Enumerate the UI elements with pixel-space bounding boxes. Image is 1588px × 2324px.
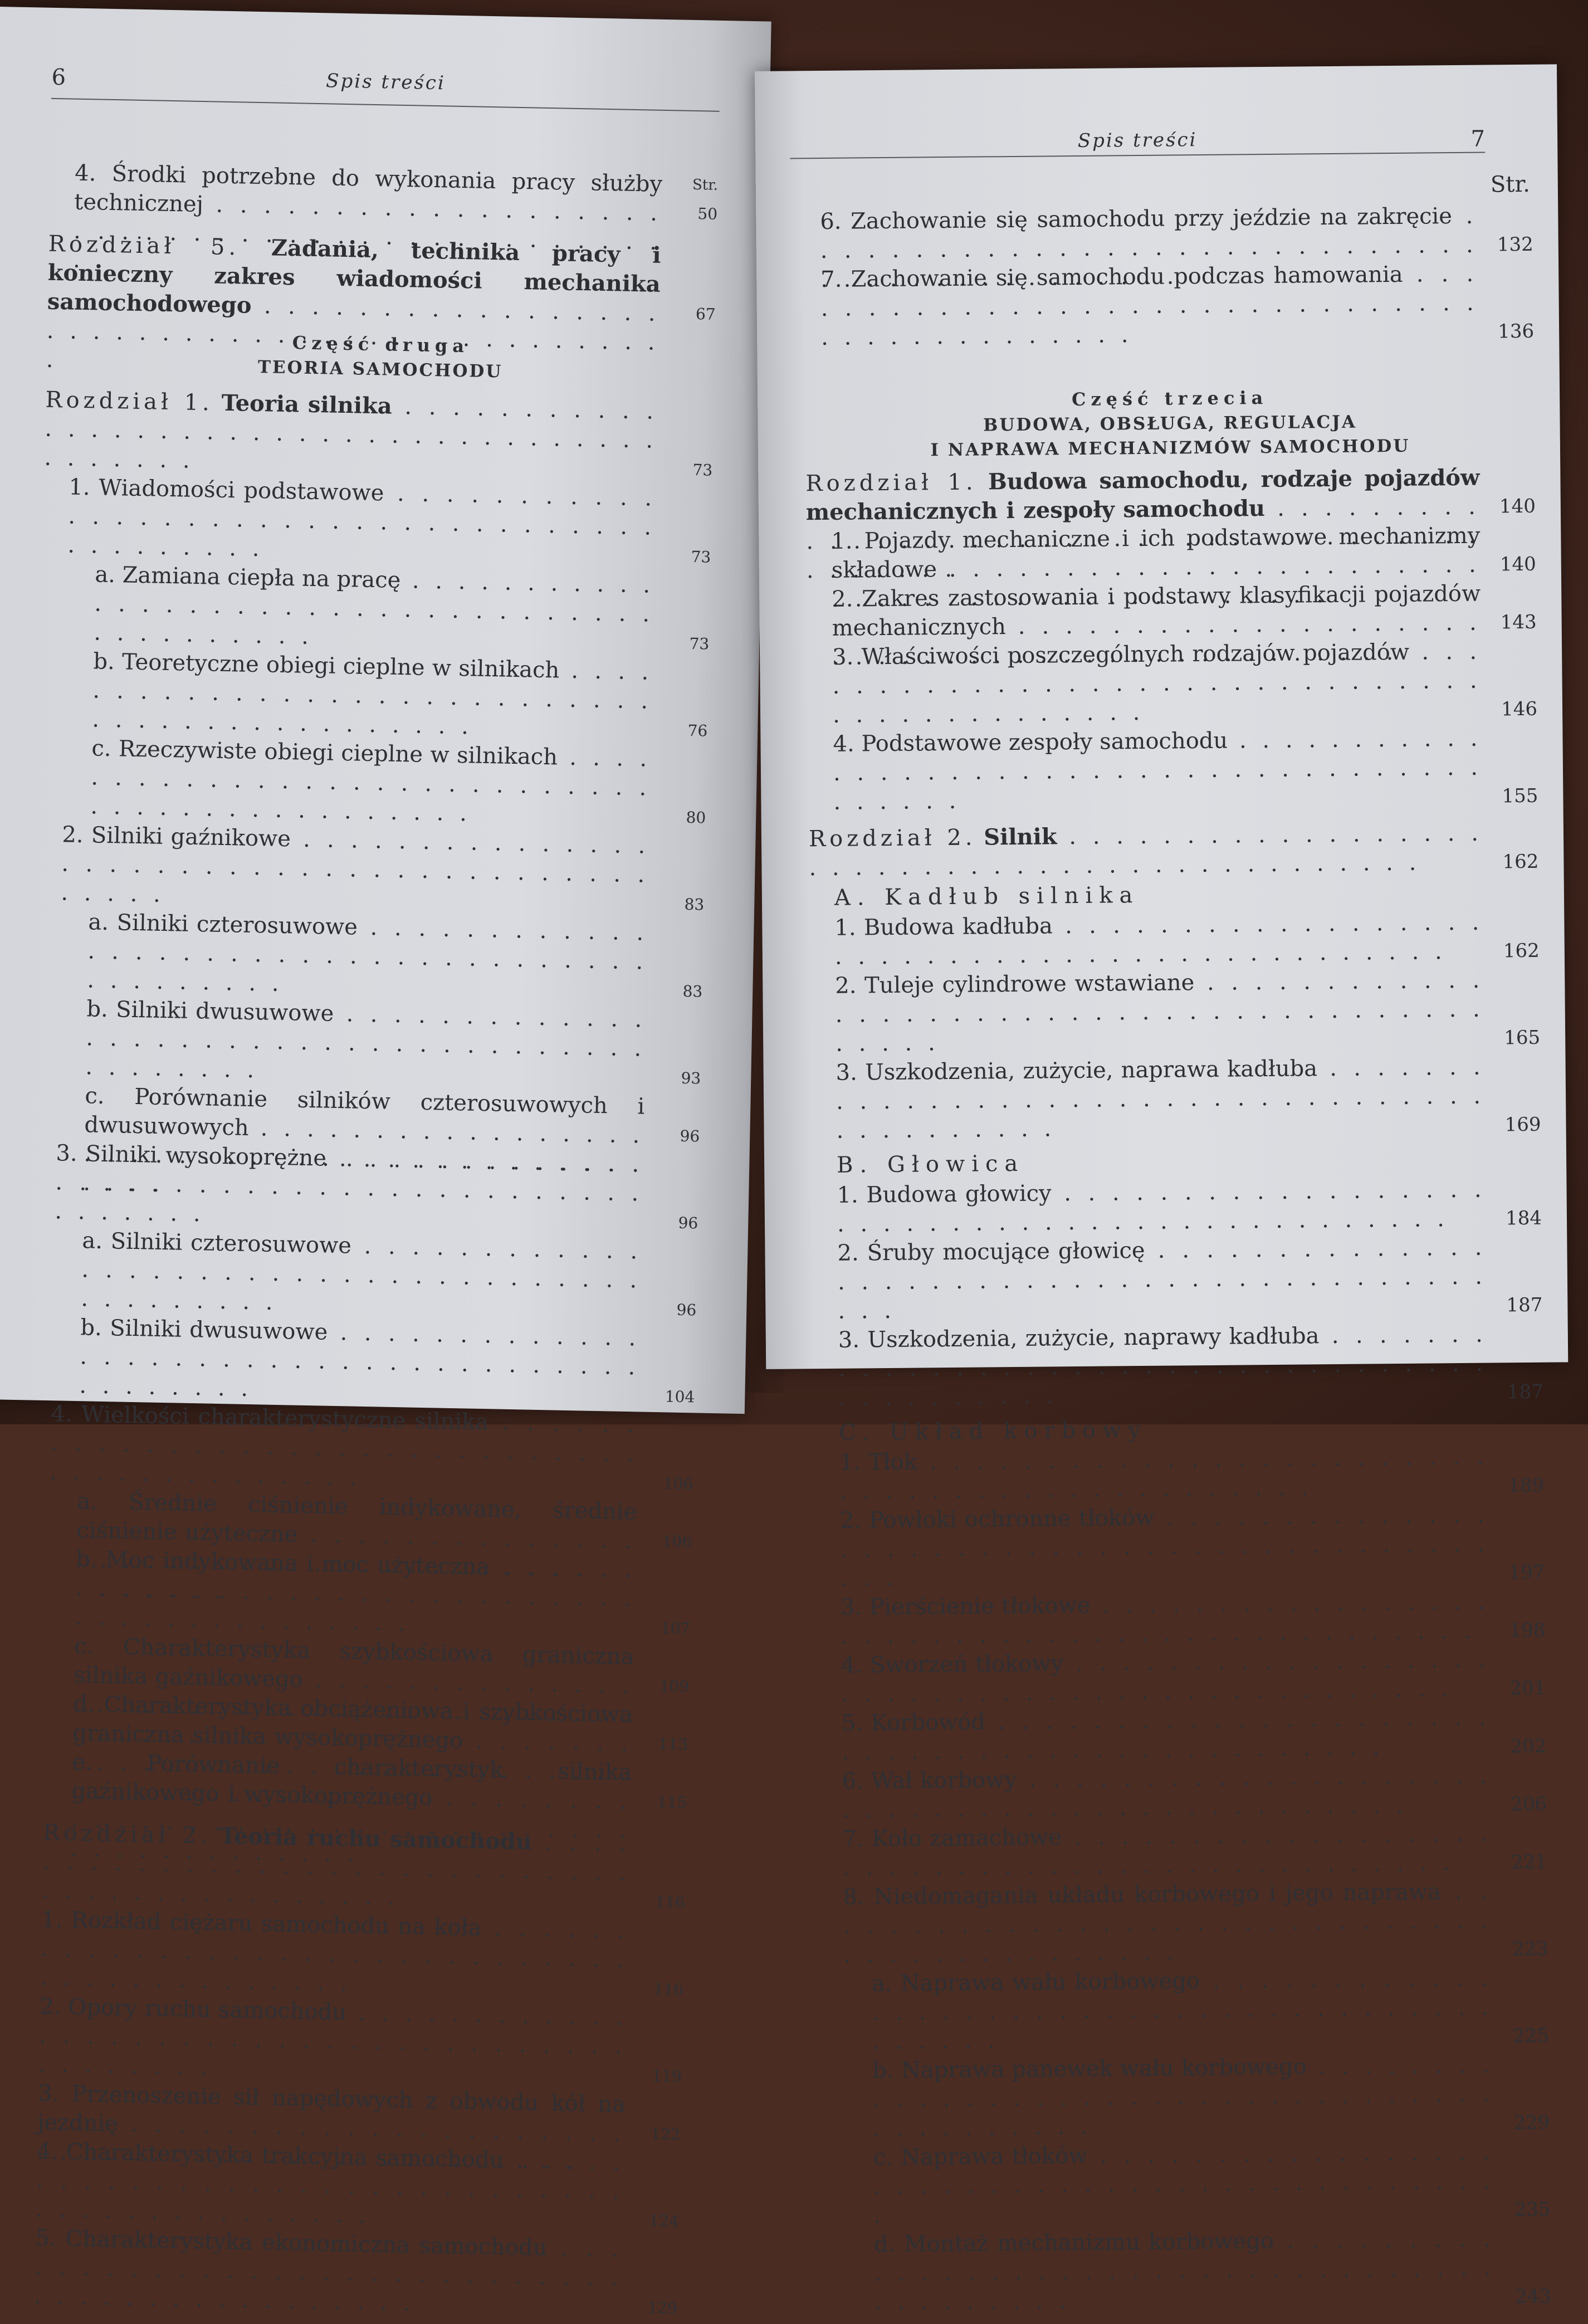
entry-text: b. Silniki dwusuwowe . . . bbox=[85, 994, 702, 1093]
part-title: TEORIA SAMOCHODU bbox=[257, 357, 503, 382]
toc-entry bbox=[13, 1991, 683, 2091]
toc-entry bbox=[22, 1544, 692, 1643]
entry-text: c. Porównanie silników czterosuwowych i dwusuwowych . . . bbox=[84, 1081, 701, 1151]
section-heading: C. Układ korbowy bbox=[839, 1417, 1148, 1446]
left-page bbox=[0, 7, 771, 2318]
toc-entry bbox=[812, 1175, 1542, 1239]
toc-entry bbox=[28, 1225, 698, 1325]
chapter-lead: Rozdział 2. bbox=[808, 824, 976, 852]
entry-page: 122 bbox=[651, 2125, 681, 2144]
entry-page: 132 bbox=[1497, 233, 1533, 256]
entry-page: 107 bbox=[660, 1619, 691, 1638]
entry-text: 8. Niedomagania układu korbowego i jego naprawa . . . bbox=[843, 1877, 1548, 1970]
entry-text: d. Charakterystyka obciążeniowa i szybkościowa graniczna silnika wysokoprężnego . . . bbox=[72, 1690, 689, 1759]
entry-text: 1. Wiadomości podstawowe . . . bbox=[67, 473, 712, 572]
entry-page: 113 bbox=[658, 1735, 688, 1754]
entry-text: 3. Uszkodzenia, zużycie, naprawy kadłuba . . . bbox=[838, 1320, 1543, 1413]
toc-left bbox=[9, 158, 719, 2323]
entry-page: 197 bbox=[1508, 1561, 1545, 1584]
chapter-line bbox=[809, 818, 1539, 882]
toc-entry bbox=[813, 1320, 1543, 1413]
entry-page: 129 bbox=[647, 2298, 678, 2318]
toc-entry bbox=[814, 1442, 1545, 1506]
entry-text: c. Rzeczywiste obiegi cieplne w silnikach . . . bbox=[90, 734, 707, 832]
entry-page: 124 bbox=[649, 2211, 680, 2231]
entry-page: 76 bbox=[687, 721, 708, 740]
entry-text: 3. Właściwości poszczególnych rodzajów pojazdów . . . bbox=[832, 637, 1537, 730]
section-b-entries bbox=[812, 1175, 1543, 1413]
entry-page: 109 bbox=[659, 1677, 690, 1696]
entry-text: 5. Charakterystyka ekonomiczna samochodu . . . bbox=[34, 2224, 679, 2323]
part-title-line: BUDOWA, OBSŁUGA, REGULACJA bbox=[983, 412, 1357, 436]
entry-text: 4. Podstawowe zespoły samochodu . . . bbox=[833, 724, 1538, 817]
entry-page: 73 bbox=[691, 548, 711, 567]
entry-page: 83 bbox=[684, 895, 705, 914]
section-a-entries bbox=[809, 907, 1541, 1145]
toc-entry bbox=[804, 259, 1534, 352]
part-label: Część druga bbox=[292, 332, 470, 357]
right-page bbox=[755, 64, 1568, 2308]
chapter-lead: Rozdział 2. bbox=[42, 1820, 212, 1849]
page-number: 7 bbox=[1470, 126, 1486, 152]
entry-text: c. Naprawa tłoków . . . bbox=[873, 2137, 1550, 2230]
chapter-title: Silnik bbox=[984, 823, 1057, 851]
entry-text: 3. Przenoszenie sił napędowych z obwodu kół na jezdnię . . . bbox=[37, 2079, 682, 2149]
chapter-title: Teoria ruchu samochodu bbox=[219, 1823, 532, 1855]
entry-page: 115 bbox=[657, 1793, 687, 1812]
entry-page: 187 bbox=[1506, 1293, 1543, 1317]
toc-entry bbox=[18, 1746, 688, 1817]
entry-text: e. Porównanie charakterystyk silnika gaźnikowego i wysokoprężnego . . . bbox=[71, 1747, 688, 1817]
entry-text: 1. Rozkład ciężaru samochodu na koła . . . bbox=[40, 1905, 685, 2004]
toc-entry bbox=[810, 965, 1540, 1058]
entry-page: 201 bbox=[1509, 1677, 1546, 1700]
chapter-lead: Rozdział 5. bbox=[48, 231, 240, 261]
chapter-line bbox=[44, 385, 714, 485]
entry-page: 104 bbox=[664, 1387, 695, 1407]
toc-entry bbox=[32, 993, 702, 1093]
chapter-title: Zadania, technika pracy i konieczny zakres wiadomości mechanika samochodowego bbox=[47, 235, 662, 319]
toc-entry bbox=[806, 521, 1536, 585]
toc-entry bbox=[26, 1312, 696, 1412]
toc-entry bbox=[820, 2137, 1550, 2230]
chapter-line bbox=[42, 1818, 687, 1917]
entry-page: 162 bbox=[1503, 939, 1540, 963]
entry-text: c. Charakterystyka szybkościowa graniczna silnika gaźnikowego . . . bbox=[74, 1632, 690, 1701]
entry-text: 7. Koło zamachowe . . . bbox=[842, 1819, 1547, 1883]
entry-text: b. Moc indykowana i moc użyteczna . . . bbox=[75, 1545, 692, 1643]
toc-entry bbox=[807, 579, 1537, 643]
toc-entry bbox=[15, 1905, 685, 2004]
entry-page: 221 bbox=[1511, 1851, 1548, 1874]
toc-entry bbox=[812, 1233, 1542, 1326]
entry-page: 243 bbox=[1514, 2285, 1552, 2308]
entry-page: 235 bbox=[1514, 2198, 1551, 2222]
entry-text: 4. Wielkości charakterystyczne silnika . . . bbox=[50, 1399, 695, 1498]
entry-page: 80 bbox=[686, 808, 706, 827]
chapter-title: Teoria silnika bbox=[221, 389, 393, 419]
entry-text: a. Zamiana ciepła na pracę . . . bbox=[94, 560, 711, 658]
entry-page: 184 bbox=[1505, 1207, 1542, 1230]
entry-text: 2. Powłoki ochronne tłoków . . . bbox=[839, 1500, 1545, 1593]
page-header bbox=[51, 65, 720, 112]
entry-text: b. Naprawa panewek wału korbowego . . . bbox=[872, 2050, 1550, 2144]
entry-text: 5. Korbowód . . . bbox=[842, 1703, 1547, 1767]
toc-entry bbox=[41, 559, 711, 659]
entry-page: 96 bbox=[680, 1126, 700, 1146]
section-heading: A. Kadłub silnika bbox=[834, 882, 1140, 911]
entry-page: 73 bbox=[689, 634, 710, 653]
entry-page: 73 bbox=[692, 461, 713, 480]
toc-chapter bbox=[809, 818, 1539, 882]
entry-page: 119 bbox=[652, 2067, 682, 2086]
entry-text: b. Teoretyczne obiegi cieplne w silnikach . . . bbox=[92, 647, 709, 745]
entry-text: 6. Zachowanie się samochodu przy jeździe na zakręcie . . . bbox=[820, 201, 1533, 265]
entry-page: 155 bbox=[1502, 784, 1538, 808]
entry-text: b. Silniki dwusuwowe . . . bbox=[79, 1313, 696, 1412]
entry-text: 2. Zakres zastosowania i podstawy klasyfikacji pojazdów mechanicznych . . . bbox=[832, 579, 1537, 643]
toc-entry bbox=[25, 1399, 695, 1498]
entry-page: 140 bbox=[1499, 495, 1536, 518]
toc-entry bbox=[34, 907, 704, 1007]
part-title bbox=[805, 408, 1535, 463]
toc-entry bbox=[808, 724, 1538, 817]
section-heading: B. Głowica bbox=[836, 1150, 1025, 1178]
toc-entry bbox=[11, 2136, 681, 2236]
entry-page: 83 bbox=[682, 982, 703, 1001]
entry-text: a. Naprawa wału korbowego . . . bbox=[872, 1964, 1549, 2057]
entry-page: 189 bbox=[1508, 1474, 1545, 1497]
part-label: Część trzecia bbox=[1071, 387, 1268, 411]
toc-entry bbox=[30, 1138, 700, 1238]
entry-text: 1. Budowa kadłuba . . . bbox=[834, 907, 1540, 971]
entry-page: 67 bbox=[695, 305, 716, 324]
entry-text: a. Silniki czterosuwowe . . . bbox=[87, 907, 704, 1006]
toc-entry bbox=[817, 1761, 1547, 1825]
entry-page: 140 bbox=[1499, 553, 1536, 576]
toc-entry bbox=[821, 2224, 1551, 2317]
entry-text: 2. Śruby mocujące głowicę . . . bbox=[837, 1233, 1542, 1326]
toc-entry bbox=[816, 1645, 1546, 1709]
entry-page: 96 bbox=[676, 1300, 697, 1320]
chapter1-entries bbox=[18, 472, 712, 1818]
entry-page: 116 bbox=[653, 1980, 684, 1999]
running-title: Spis treści bbox=[1077, 129, 1198, 152]
toc-chapter bbox=[44, 385, 714, 485]
entry-page: 202 bbox=[1510, 1735, 1547, 1758]
entry-text: 4. Sworzeń tłokowy . . . bbox=[841, 1645, 1546, 1709]
entry-page: 136 bbox=[1498, 320, 1535, 343]
entry-text: 3. Pierścienie tłokowe . . . bbox=[841, 1587, 1546, 1651]
toc-entry bbox=[815, 1587, 1546, 1651]
toc-entry bbox=[810, 1052, 1541, 1145]
entry-page: 225 bbox=[1512, 2024, 1550, 2048]
toc-entry bbox=[814, 1500, 1545, 1593]
entry-text: 6. Wał korbowy . . . bbox=[842, 1761, 1547, 1825]
toc-right bbox=[803, 168, 1552, 2317]
toc-entry bbox=[817, 1703, 1547, 1767]
chapter-line bbox=[805, 463, 1536, 527]
entry-text: 1. Budowa głowicy . . . bbox=[837, 1175, 1542, 1239]
toc-entry bbox=[9, 2223, 679, 2323]
toc-entry bbox=[36, 820, 706, 920]
toc-chapter bbox=[805, 463, 1536, 527]
entry-text: 4. Środki potrzebne do wykonania pracy służby technicznej . . . bbox=[74, 159, 719, 229]
toc-entry bbox=[819, 2050, 1550, 2144]
str-label: Str. bbox=[1490, 171, 1531, 198]
entry-text: 1. Tłok . . . bbox=[839, 1442, 1545, 1506]
entry-page: 198 bbox=[1509, 1619, 1546, 1642]
page-header bbox=[790, 126, 1485, 159]
entry-page: 162 bbox=[1502, 850, 1539, 873]
entry-text: 4. Charakterystyka trakcyjna samochodu . . . bbox=[36, 2137, 681, 2236]
toc-entry bbox=[49, 158, 719, 229]
entry-page: 165 bbox=[1504, 1026, 1541, 1049]
entry-text: 7. Zachowanie się samochodu podczas hamowania . . . bbox=[820, 259, 1534, 352]
str-label: Str. bbox=[692, 176, 719, 194]
toc-entry bbox=[818, 1877, 1548, 1970]
entry-page: 187 bbox=[1507, 1380, 1543, 1404]
entry-text: d. Montaż mechanizmu korbowego . . . bbox=[874, 2224, 1551, 2317]
entry-text: 1. Pojazdy mechaniczne i ich podstawowe mechanizmy składowe . . . bbox=[831, 521, 1536, 585]
entry-text: a. Silniki czterosuwowe . . . bbox=[81, 1226, 698, 1325]
toc-entry bbox=[42, 472, 712, 572]
entry-text: 3. Silniki wysokoprężne . . . bbox=[55, 1139, 700, 1238]
toc-chapter bbox=[17, 1818, 687, 1917]
part-title-line: I NAPRAWA MECHANIZMÓW SAMOCHODU bbox=[930, 436, 1410, 461]
toc-entry bbox=[817, 1819, 1547, 1883]
entry-text: a. Średnie ciśnienie indykowane, średnie ciśnienie użyteczne . . . bbox=[76, 1487, 693, 1556]
running-title: Spis treści bbox=[325, 70, 446, 95]
chapter-title: Budowa samochodu, rodzaje pojazdów mechanicznych i zespoły samochodu bbox=[805, 464, 1480, 526]
toc-entry bbox=[803, 201, 1533, 265]
entry-text: 2. Opory ruchu samochodu . . . bbox=[38, 1992, 683, 2091]
toc-entry bbox=[807, 637, 1537, 730]
chapter-lead: Rozdział 1. bbox=[805, 469, 977, 497]
entry-page: 146 bbox=[1501, 697, 1538, 721]
entry-page: 229 bbox=[1513, 2111, 1550, 2135]
chapter2-entries bbox=[9, 1905, 685, 2323]
entry-page: 93 bbox=[681, 1068, 701, 1088]
entry-page: 96 bbox=[678, 1213, 698, 1233]
toc-chapter bbox=[47, 230, 717, 329]
chapter1-entries bbox=[806, 521, 1538, 817]
entry-text: 2. Tuleje cylindrowe wstawiane . . . bbox=[835, 965, 1540, 1058]
page-number: 6 bbox=[51, 64, 66, 91]
section-c-entries bbox=[814, 1442, 1552, 2317]
chapter-line bbox=[47, 230, 717, 329]
toc-entry bbox=[39, 646, 709, 746]
entry-text: 3. Uszkodzenia, zużycie, naprawa kadłuba . . . bbox=[835, 1052, 1541, 1145]
entry-page: 206 bbox=[1511, 1793, 1547, 1816]
entry-page: 169 bbox=[1504, 1113, 1541, 1136]
toc-entry bbox=[37, 733, 707, 833]
entry-page: 223 bbox=[1512, 1937, 1548, 1961]
chapter-lead: Rozdział 1. bbox=[45, 387, 214, 416]
entry-page: 106 bbox=[663, 1474, 693, 1493]
entry-page: 106 bbox=[662, 1532, 692, 1551]
entry-page: 143 bbox=[1500, 611, 1537, 634]
entry-text: 2. Silniki gaźnikowe . . . bbox=[61, 820, 706, 919]
entry-page: 116 bbox=[655, 1893, 686, 1912]
toc-entry bbox=[809, 907, 1540, 971]
entry-page: 50 bbox=[697, 204, 718, 223]
toc-entry bbox=[819, 1964, 1549, 2057]
